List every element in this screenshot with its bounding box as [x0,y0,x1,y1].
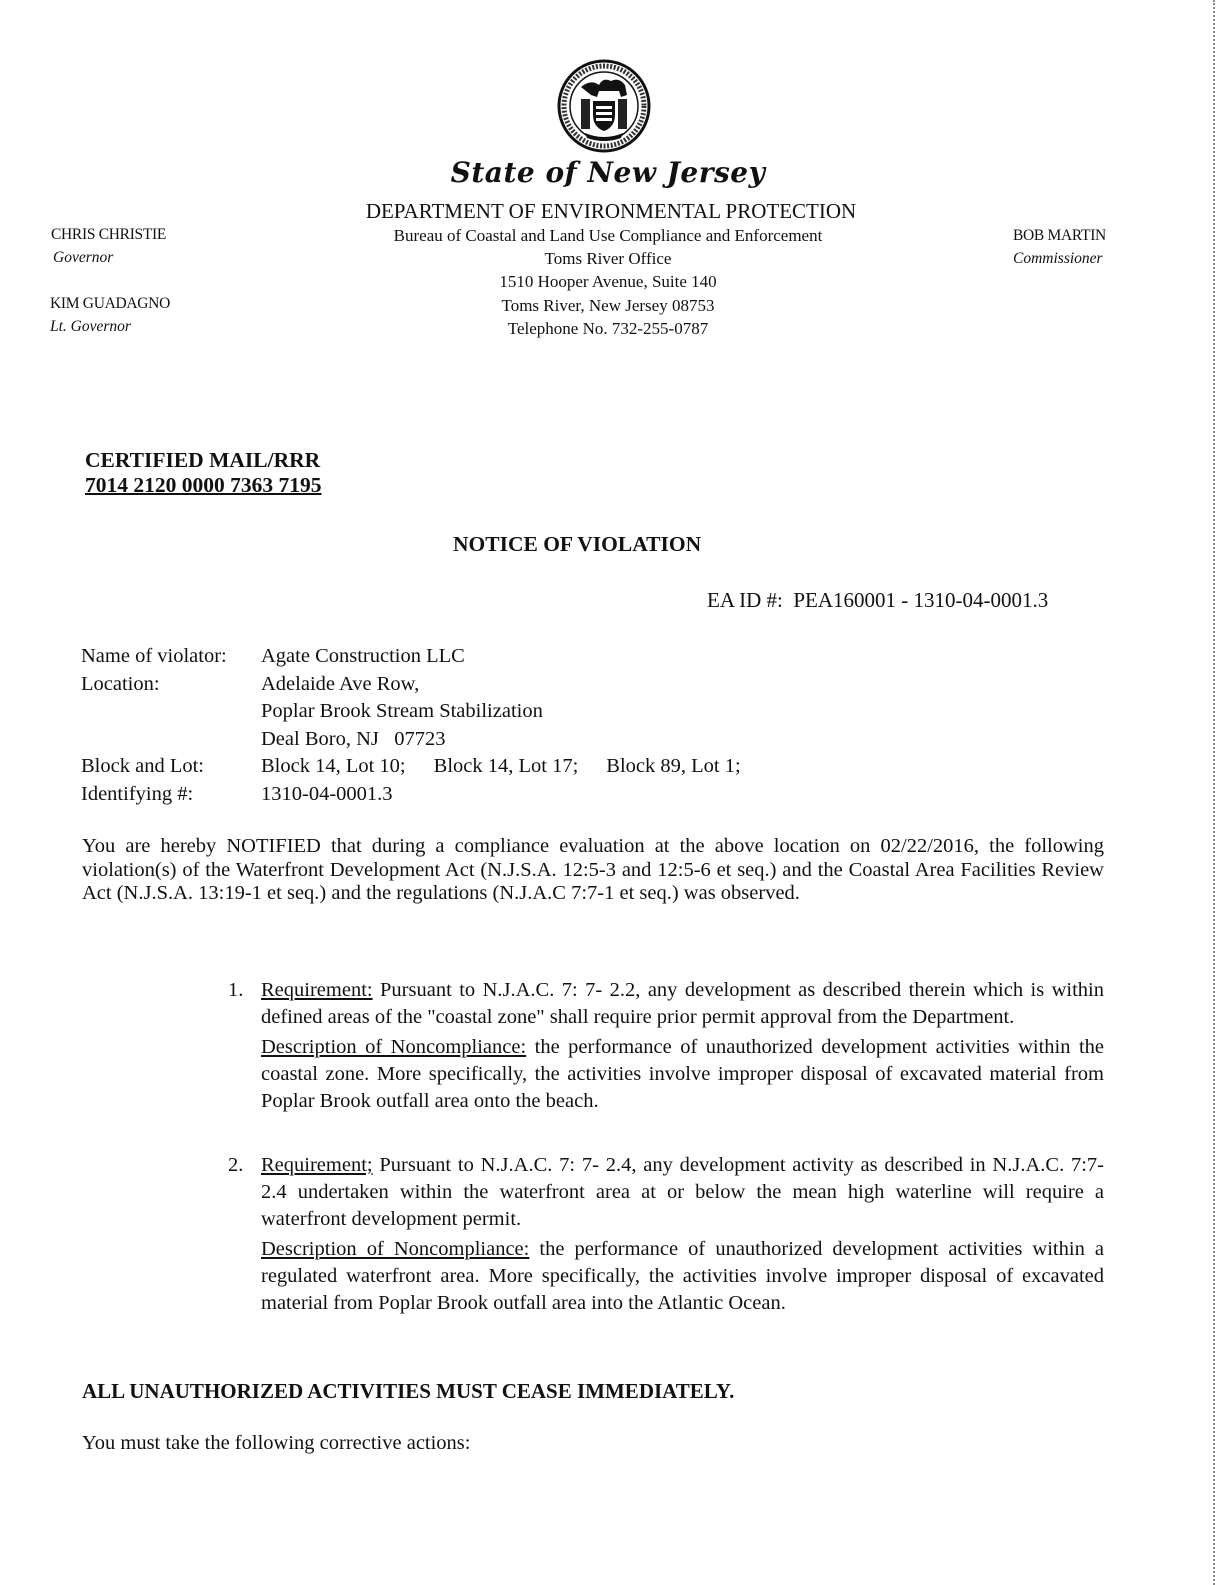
mailing-method: CERTIFIED MAIL/RRR [85,448,321,472]
noncompliance-text: the performance of unauthorized development activities within the coastal zone. More specifically, the activities involve improper disposal of excavated material from Poplar Brook outfall area onto the beach. [261,1036,1104,1112]
lt-governor-name: KIM GUADAGNO [50,295,170,312]
governor-block [51,223,166,269]
violator-name-row [81,643,741,671]
noncompliance-label: Description of Noncompliance: [261,1036,527,1058]
violation-item [228,1152,1104,1317]
violator-details [81,643,741,808]
lt-governor-block [50,292,170,338]
governor-title: Governor [53,249,114,266]
location-row [81,698,741,726]
requirement [261,977,1104,1031]
identifying-row [81,781,741,809]
street-address: 1510 Hooper Avenue, Suite 140 [499,272,717,292]
block-lot-row [81,753,741,781]
state-seal-icon [557,59,651,153]
block-lot-values [261,753,741,781]
requirement-text: Pursuant to N.J.A.C. 7: 7- 2.2, any development as described therein which is within defined areas of the "coastal zone" shall require prior permit approval from the Department. [261,979,1104,1028]
noncompliance-description [261,1236,1104,1317]
location-row [81,726,741,754]
tracking-number: 7014 2120 0000 7363 7195 [85,473,322,497]
location-row [81,671,741,699]
telephone: Telephone No. 732-255-0787 [507,318,709,338]
lt-governor-title: Lt. Governor [50,318,131,335]
ea-id-label: EA ID #: [707,588,783,612]
noncompliance-label: Description of Noncompliance: [261,1238,530,1260]
requirement [261,1152,1104,1233]
notification-paragraph: You are hereby NOTIFIED that during a compliance evaluation at the above location on 02/22/2016, the following violation(s) of the Waterfront Development Act (N.J.S.A. 12:5-3 and 12:5-6 et seq.) and the Coastal Area Facilities Review Act (N.J.S.A. 13:19-1 et seq.) and the regulations (N.J.A.C 7:7-1 et seq.) was observed. [82,835,1104,905]
commissioner-block [1013,224,1106,270]
identifying-label: Identifying #: [81,782,194,805]
bureau-name: Bureau of Coastal and Land Use Compliance and Enforcement [393,226,823,245]
commissioner-name: BOB MARTIN [1013,227,1106,244]
cease-statement: ALL UNAUTHORIZED ACTIVITIES MUST CEASE IMMEDIATELY. [82,1379,735,1403]
notice-title: NOTICE OF VIOLATION [453,532,702,556]
state-title: State of New Jersey [450,156,766,189]
city-state-zip: Toms River, New Jersey 08753 [501,295,715,315]
location-label: Location: [81,672,160,695]
location-line-3: Deal Boro, NJ 07723 [261,727,446,750]
ea-id-value: PEA160001 - 1310-04-0001.3 [793,588,1049,612]
requirement-label: Requirement: [261,979,373,1001]
block-lot-item: Block 14, Lot 17; [433,755,579,777]
requirement-text: Pursuant to N.J.A.C. 7: 7- 2.4, any development activity as described in N.J.A.C. 7:7-2.4 undertaken within the waterfront area at or below the mean high waterline will require a waterfront development permit. [261,1154,1104,1230]
block-lot-item: Block 14, Lot 10; [261,755,406,777]
commissioner-title: Commissioner [1013,250,1103,267]
requirement-label: Requirement; [261,1154,373,1176]
block-lot-item: Block 89, Lot 1; [606,755,741,777]
corrective-actions-intro: You must take the following corrective actions: [82,1432,471,1454]
location-line-2: Poplar Brook Stream Stabilization [261,700,543,722]
noncompliance-description [261,1034,1104,1115]
office-name: Toms River Office [544,249,672,269]
block-lot-label: Block and Lot: [81,755,204,777]
violation-item [228,977,1104,1115]
governor-name: CHRIS CHRISTIE [51,226,167,243]
certified-mail-block [85,448,322,498]
location-line-1: Adelaide Ave Row, [261,672,420,695]
violator-name: Agate Construction LLC [261,645,465,667]
identifying-number: 1310-04-0001.3 [261,782,393,805]
violator-name-label: Name of violator: [81,645,227,667]
violation-number: 2. [228,1154,244,1176]
violations-list [228,977,1104,1317]
noncompliance-text: the performance of unauthorized development activities within a regulated waterfront area. More specifically, the activities involve improper disposal of excavated material from Poplar Brook outfall area into the Atlantic Ocean. [261,1238,1104,1314]
department-name: DEPARTMENT OF ENVIRONMENTAL PROTECTION [365,199,857,223]
ea-id [707,588,1048,613]
violation-number: 1. [228,979,244,1001]
